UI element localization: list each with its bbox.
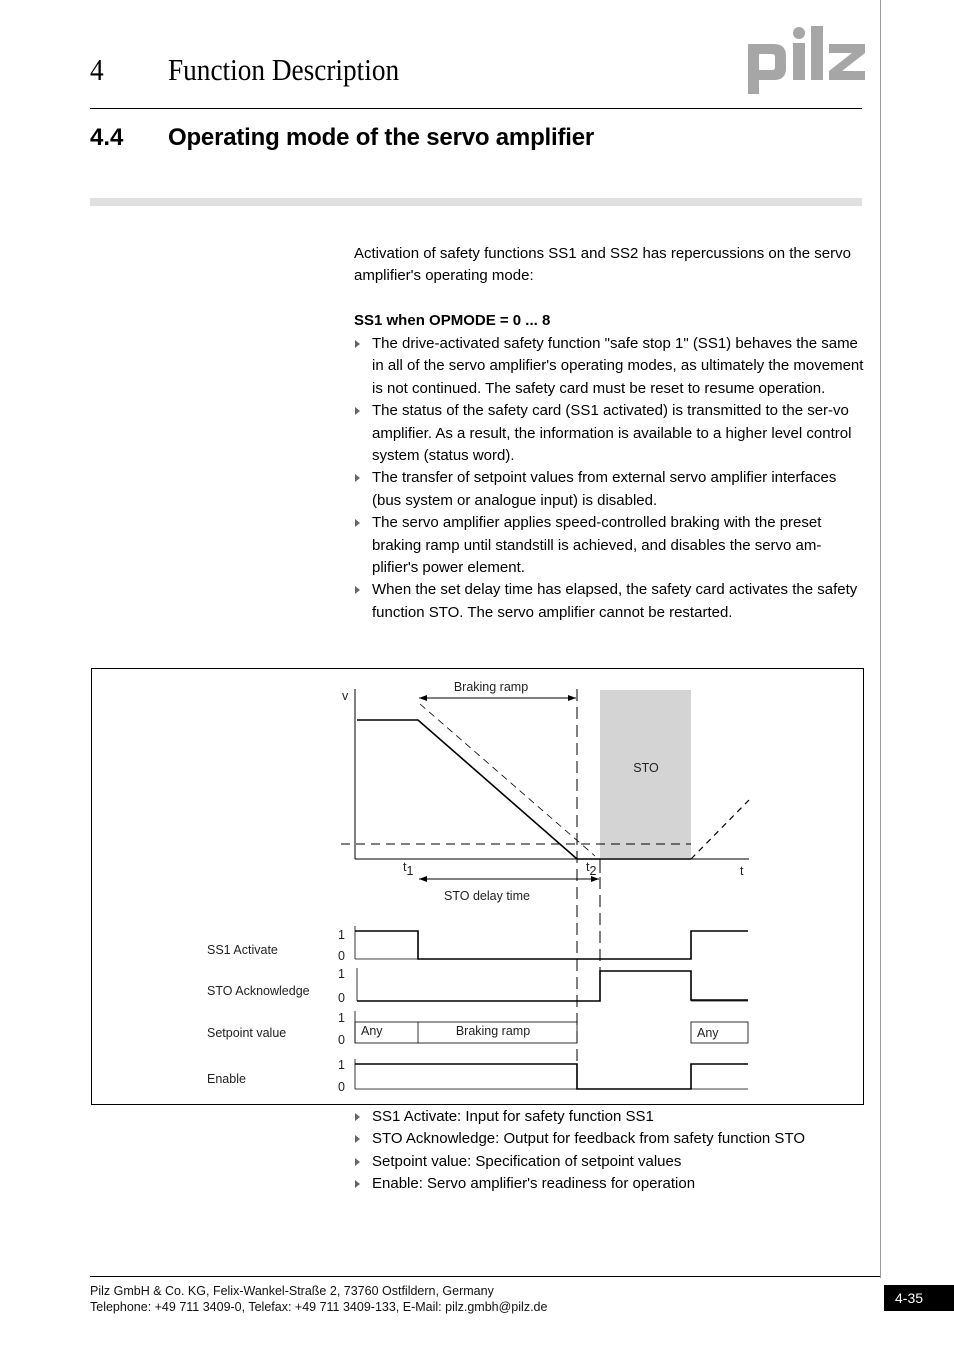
section-number: 4.4 [90, 124, 124, 151]
list-item: Enable: Servo amplifier's readiness for operation [354, 1173, 866, 1195]
pilz-logo-icon [748, 26, 866, 94]
svg-text:1: 1 [338, 1011, 345, 1025]
bullet-triangle-icon [355, 407, 360, 415]
axis-v-label: v [342, 689, 349, 703]
intro-paragraph: Activation of safety functions SS1 and SS2 has repercussions on the servo amplifier's operating mode: [354, 245, 851, 285]
chapter-title: Function Description [168, 52, 400, 87]
page-number-badge: 4-35 [884, 1285, 954, 1311]
bullet-triangle-icon [355, 519, 360, 527]
svg-text:0: 0 [338, 1080, 345, 1094]
signal-label-setpoint-value: Setpoint value [207, 1026, 287, 1040]
svg-text:Braking ramp: Braking ramp [455, 1024, 531, 1038]
bullet-triangle-icon [355, 1135, 360, 1143]
subheading: SS1 when OPMODE = 0 ... 8 [354, 312, 551, 329]
timing-diagram [91, 668, 864, 1105]
svg-text:1: 1 [338, 928, 345, 942]
footer-line-2: Telephone: +49 711 3409-0, Telefax: +49 711 3409-133, E-Mail: pilz.gmbh@pilz.de [90, 1300, 548, 1314]
axis-t-label: t [740, 864, 744, 878]
t2-label: t2 [586, 860, 597, 878]
bullet-triangle-icon [355, 340, 360, 348]
list-item: SS1 Activate: Input for safety function SS1 [354, 1106, 866, 1128]
waveform-sto-acknowledge [357, 968, 748, 1001]
svg-text:1: 1 [338, 967, 345, 981]
signal-legend-list [354, 1106, 866, 1196]
bullet-triangle-icon [355, 474, 360, 482]
footer-divider [90, 1276, 880, 1277]
bullet-triangle-icon [355, 586, 360, 594]
timing-diagram-svg [92, 669, 863, 1104]
waveform-ss1-activate [355, 926, 748, 959]
footer-line-1: Pilz GmbH & Co. KG, Felix-Wankel-Straße 2, 73760 Ostfildern, Germany [90, 1284, 494, 1298]
section-divider-bar [90, 198, 862, 206]
chapter-number: 4 [90, 52, 104, 87]
t1-label: t1 [403, 860, 414, 878]
svg-text:Any: Any [361, 1024, 383, 1038]
page-margin-rule [880, 0, 881, 1278]
bullet-triangle-icon [355, 1180, 360, 1188]
footer-address [90, 1283, 547, 1315]
braking-ramp-label: Braking ramp [453, 680, 529, 694]
list-item: The drive-activated safety function "safe stop 1" (SS1) behaves the same in all of the servo amplifier's operating modes, as ultimately the movement is not continued. The safety card must be reset to resume operation. [354, 333, 866, 400]
svg-text:1: 1 [338, 1058, 345, 1072]
svg-text:0: 0 [338, 1033, 345, 1047]
sto-region-label: STO [633, 761, 659, 775]
list-item: The status of the safety card (SS1 activated) is transmitted to the ser-vo amplifier. As a result, the information is available to a higher level control system (status word). [354, 400, 866, 467]
header-divider [90, 108, 862, 109]
list-item: The servo amplifier applies speed-controlled braking with the preset braking ramp until standstill is achieved, and disables the servo am-plifier's power element. [354, 512, 866, 579]
sto-delay-label: STO delay time [444, 889, 530, 903]
svg-text:0: 0 [338, 949, 345, 963]
signal-label-ss1-activate: SS1 Activate [207, 943, 278, 957]
section-title: Operating mode of the servo amplifier [168, 124, 595, 151]
bullet-triangle-icon [355, 1113, 360, 1121]
bullet-list [354, 333, 866, 624]
list-item: When the set delay time has elapsed, the safety card activates the safety function STO. The servo amplifier cannot be restarted. [354, 579, 866, 624]
list-item: The transfer of setpoint values from external servo amplifier interfaces (bus system or analogue input) is disabled. [354, 467, 866, 512]
waveform-setpoint [355, 1011, 748, 1043]
signal-label-enable: Enable [207, 1072, 246, 1086]
list-item: Setpoint value: Specification of setpoint values [354, 1151, 866, 1173]
bullet-triangle-icon [355, 1158, 360, 1166]
list-item: STO Acknowledge: Output for feedback from safety function STO [354, 1128, 866, 1150]
svg-text:0: 0 [338, 991, 345, 1005]
svg-text:Any: Any [697, 1026, 719, 1040]
waveform-enable [355, 1059, 748, 1089]
signal-label-sto-acknowledge: STO Acknowledge [207, 984, 310, 998]
